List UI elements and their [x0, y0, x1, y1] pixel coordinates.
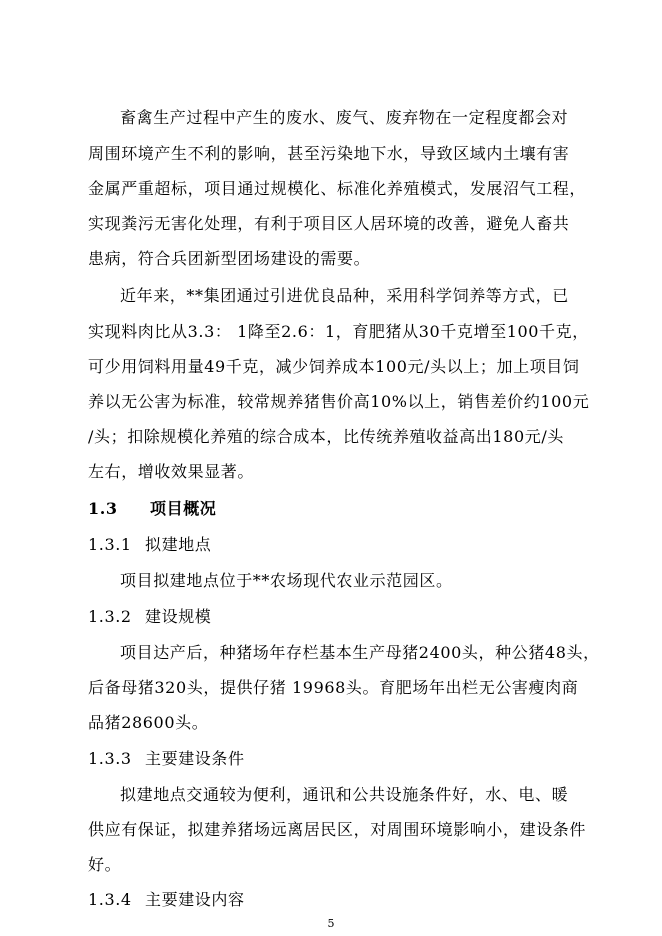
paragraph-line: 近年来，**集团通过引进优良品种，采用科学饲养等方式，已	[120, 286, 569, 305]
section-title: 项目概况	[150, 499, 217, 518]
paragraph-line: 畜禽生产过程中产生的废水、废气、废弃物在一定程度都会对	[120, 108, 569, 127]
paragraph-line: 后备母猪320头，提供仔猪 19968头。育肥场年出栏无公害瘦肉商	[88, 678, 579, 697]
paragraph-line: 项目达产后，种猪场年存栏基本生产母猪2400头，种公猪48头，	[120, 643, 600, 662]
subsection-heading	[0, 749, 662, 769]
subsection-number: 1.3.3	[88, 749, 132, 768]
page-number: 5	[327, 917, 335, 930]
paragraph-line: 可少用饲料用量49千克，减少饲养成本100元/头以上；加上项目饲	[88, 357, 580, 376]
paragraph-line: 周围环境产生不利的影响，甚至污染地下水，导致区域内土壤有害	[88, 144, 570, 163]
paragraph-line: /头；扣除规模化养殖的综合成本，比传统养殖收益高出180元/头	[88, 427, 564, 446]
paragraph-line: 实现料肉比从3.3： 1降至2.6：1，育肥猪从30千克增至100千克，	[88, 322, 589, 341]
subsection-number: 1.3.1	[88, 535, 132, 554]
subsection-heading	[0, 890, 662, 910]
paragraph-line: 品猪28600头。	[88, 713, 209, 732]
subsection-number: 1.3.2	[88, 607, 132, 626]
paragraph-line: 金属严重超标，项目通过规模化、标准化养殖模式，发展沼气工程，	[88, 179, 587, 198]
section-number: 1.3	[88, 499, 118, 518]
subsection-number: 1.3.4	[88, 890, 132, 909]
subsection-title: 建设规模	[145, 607, 212, 626]
paragraph-line: 供应有保证，拟建养猪场远离居民区，对周围环境影响小，建设条件	[88, 820, 587, 839]
paragraph-line: 好。	[88, 855, 122, 874]
subsection-title: 拟建地点	[145, 535, 212, 554]
paragraph-line: 实现粪污无害化处理，有利于项目区人居环境的改善，避免人畜共	[88, 214, 570, 233]
paragraph-line: 左右，增收效果显著。	[88, 462, 255, 481]
paragraph-line: 拟建地点交通较为便利，通讯和公共设施条件好，水、电、暖	[120, 785, 569, 804]
paragraph-line: 项目拟建地点位于**农场现代农业示范园区。	[120, 571, 453, 590]
subsection-heading	[0, 535, 662, 555]
subsection-title: 主要建设条件	[145, 749, 245, 768]
paragraph-line: 养以无公害为标准，较常规养猪售价高10%以上，销售差价约100元	[88, 392, 590, 411]
paragraph-line: 患病，符合兵团新型团场建设的需要。	[88, 249, 371, 268]
subsection-heading	[0, 607, 662, 627]
subsection-title: 主要建设内容	[145, 890, 245, 909]
section-heading	[0, 499, 662, 519]
